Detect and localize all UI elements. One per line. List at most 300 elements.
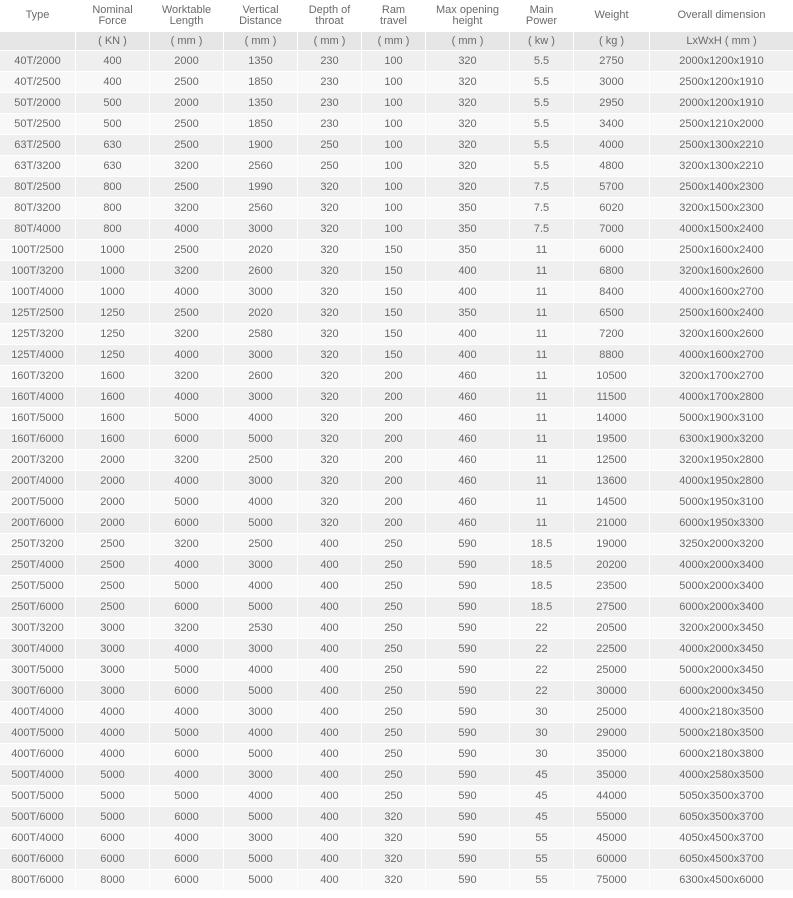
table-row	[0, 555, 793, 576]
cell-main-power: 45	[510, 807, 574, 828]
cell-main-power: 11	[510, 240, 574, 261]
cell-type: 100T/4000	[0, 282, 76, 303]
cell-vertical-distance: 3000	[224, 555, 298, 576]
cell-max-opening-height: 460	[426, 429, 510, 450]
cell-depth-of-throat: 320	[298, 282, 362, 303]
cell-overall-dimension: 2500x1400x2300	[650, 177, 793, 198]
cell-main-power: 22	[510, 660, 574, 681]
cell-type: 300T/4000	[0, 639, 76, 660]
cell-ram-travel: 320	[362, 870, 426, 890]
cell-depth-of-throat: 400	[298, 849, 362, 870]
cell-nominal-force: 1000	[76, 282, 150, 303]
cell-ram-travel: 250	[362, 576, 426, 597]
cell-depth-of-throat: 320	[298, 303, 362, 324]
cell-max-opening-height: 460	[426, 471, 510, 492]
cell-ram-travel: 320	[362, 828, 426, 849]
cell-vertical-distance: 3000	[224, 282, 298, 303]
cell-depth-of-throat: 400	[298, 723, 362, 744]
cell-main-power: 11	[510, 282, 574, 303]
cell-nominal-force: 500	[76, 114, 150, 135]
cell-main-power: 18.5	[510, 597, 574, 618]
unit-worktable-length: ( mm )	[150, 32, 224, 51]
table-row	[0, 660, 793, 681]
cell-max-opening-height: 460	[426, 492, 510, 513]
cell-vertical-distance: 2500	[224, 534, 298, 555]
cell-main-power: 7.5	[510, 219, 574, 240]
cell-overall-dimension: 4000x1600x2700	[650, 345, 793, 366]
cell-ram-travel: 150	[362, 324, 426, 345]
cell-type: 800T/6000	[0, 870, 76, 890]
cell-nominal-force: 2500	[76, 534, 150, 555]
cell-type: 400T/6000	[0, 744, 76, 765]
cell-vertical-distance: 5000	[224, 849, 298, 870]
cell-ram-travel: 250	[362, 639, 426, 660]
cell-overall-dimension: 4000x1950x2800	[650, 471, 793, 492]
cell-overall-dimension: 6050x4500x3700	[650, 849, 793, 870]
cell-type: 300T/6000	[0, 681, 76, 702]
col-header-type: Type	[0, 0, 76, 32]
cell-weight: 8400	[574, 282, 650, 303]
cell-worktable-length: 5000	[150, 660, 224, 681]
table-row	[0, 93, 793, 114]
cell-weight: 14500	[574, 492, 650, 513]
cell-overall-dimension: 5000x1950x3100	[650, 492, 793, 513]
cell-weight: 29000	[574, 723, 650, 744]
cell-type: 125T/2500	[0, 303, 76, 324]
cell-main-power: 5.5	[510, 135, 574, 156]
cell-ram-travel: 250	[362, 534, 426, 555]
cell-overall-dimension: 6000x2180x3800	[650, 744, 793, 765]
cell-depth-of-throat: 400	[298, 639, 362, 660]
table-row	[0, 72, 793, 93]
cell-max-opening-height: 590	[426, 555, 510, 576]
cell-nominal-force: 2000	[76, 492, 150, 513]
cell-overall-dimension: 5000x2180x3500	[650, 723, 793, 744]
cell-ram-travel: 100	[362, 114, 426, 135]
cell-type: 500T/5000	[0, 786, 76, 807]
cell-nominal-force: 800	[76, 177, 150, 198]
header-row	[0, 0, 793, 32]
cell-max-opening-height: 590	[426, 765, 510, 786]
col-header-nominal-force: Nominal Force	[76, 0, 150, 32]
cell-weight: 7000	[574, 219, 650, 240]
cell-nominal-force: 8000	[76, 870, 150, 890]
cell-max-opening-height: 320	[426, 135, 510, 156]
cell-vertical-distance: 1350	[224, 51, 298, 72]
cell-depth-of-throat: 400	[298, 597, 362, 618]
cell-main-power: 55	[510, 849, 574, 870]
col-header-main-power: Main Power	[510, 0, 574, 32]
cell-type: 200T/5000	[0, 492, 76, 513]
cell-nominal-force: 2500	[76, 576, 150, 597]
cell-worktable-length: 5000	[150, 408, 224, 429]
cell-overall-dimension: 6000x2000x3400	[650, 597, 793, 618]
table-row	[0, 198, 793, 219]
cell-main-power: 18.5	[510, 576, 574, 597]
cell-type: 125T/4000	[0, 345, 76, 366]
cell-weight: 25000	[574, 702, 650, 723]
table-row	[0, 618, 793, 639]
cell-overall-dimension: 6300x4500x6000	[650, 870, 793, 890]
cell-vertical-distance: 3000	[224, 345, 298, 366]
cell-vertical-distance: 3000	[224, 471, 298, 492]
cell-depth-of-throat: 320	[298, 198, 362, 219]
cell-nominal-force: 6000	[76, 849, 150, 870]
cell-ram-travel: 250	[362, 597, 426, 618]
cell-weight: 60000	[574, 849, 650, 870]
cell-ram-travel: 250	[362, 555, 426, 576]
cell-max-opening-height: 590	[426, 870, 510, 890]
cell-ram-travel: 100	[362, 219, 426, 240]
cell-max-opening-height: 320	[426, 114, 510, 135]
cell-vertical-distance: 1900	[224, 135, 298, 156]
cell-max-opening-height: 460	[426, 408, 510, 429]
cell-depth-of-throat: 320	[298, 366, 362, 387]
cell-main-power: 7.5	[510, 177, 574, 198]
cell-nominal-force: 4000	[76, 702, 150, 723]
cell-weight: 30000	[574, 681, 650, 702]
cell-depth-of-throat: 230	[298, 72, 362, 93]
cell-weight: 55000	[574, 807, 650, 828]
cell-type: 300T/3200	[0, 618, 76, 639]
cell-nominal-force: 1250	[76, 324, 150, 345]
cell-vertical-distance: 2580	[224, 324, 298, 345]
cell-overall-dimension: 4050x4500x3700	[650, 828, 793, 849]
cell-worktable-length: 4000	[150, 471, 224, 492]
table-row	[0, 177, 793, 198]
cell-main-power: 11	[510, 429, 574, 450]
cell-depth-of-throat: 320	[298, 471, 362, 492]
unit-type	[0, 32, 76, 51]
cell-worktable-length: 5000	[150, 723, 224, 744]
cell-weight: 22500	[574, 639, 650, 660]
cell-main-power: 5.5	[510, 51, 574, 72]
cell-main-power: 11	[510, 387, 574, 408]
cell-type: 500T/4000	[0, 765, 76, 786]
cell-depth-of-throat: 400	[298, 660, 362, 681]
cell-weight: 7200	[574, 324, 650, 345]
unit-weight: ( kg )	[574, 32, 650, 51]
cell-depth-of-throat: 230	[298, 51, 362, 72]
cell-depth-of-throat: 400	[298, 765, 362, 786]
cell-vertical-distance: 5000	[224, 429, 298, 450]
cell-ram-travel: 200	[362, 471, 426, 492]
unit-main-power: ( kw )	[510, 32, 574, 51]
unit-vertical-distance: ( mm )	[224, 32, 298, 51]
table-row	[0, 303, 793, 324]
cell-nominal-force: 1600	[76, 429, 150, 450]
cell-nominal-force: 6000	[76, 828, 150, 849]
cell-type: 63T/2500	[0, 135, 76, 156]
unit-overall-dimension: LxWxH ( mm )	[650, 32, 793, 51]
cell-weight: 5700	[574, 177, 650, 198]
cell-main-power: 30	[510, 702, 574, 723]
table-row	[0, 366, 793, 387]
cell-type: 160T/5000	[0, 408, 76, 429]
cell-type: 250T/6000	[0, 597, 76, 618]
table-row	[0, 324, 793, 345]
table-row	[0, 261, 793, 282]
cell-overall-dimension: 5000x1900x3100	[650, 408, 793, 429]
cell-worktable-length: 2500	[150, 240, 224, 261]
cell-vertical-distance: 2500	[224, 450, 298, 471]
cell-nominal-force: 800	[76, 198, 150, 219]
cell-main-power: 11	[510, 366, 574, 387]
cell-main-power: 11	[510, 261, 574, 282]
unit-max-opening-height: ( mm )	[426, 32, 510, 51]
table-row	[0, 702, 793, 723]
cell-ram-travel: 250	[362, 786, 426, 807]
cell-nominal-force: 3000	[76, 618, 150, 639]
cell-ram-travel: 200	[362, 450, 426, 471]
cell-nominal-force: 630	[76, 156, 150, 177]
table-row	[0, 513, 793, 534]
cell-nominal-force: 1600	[76, 366, 150, 387]
cell-type: 63T/3200	[0, 156, 76, 177]
cell-vertical-distance: 5000	[224, 870, 298, 890]
cell-vertical-distance: 2020	[224, 303, 298, 324]
cell-ram-travel: 200	[362, 492, 426, 513]
cell-depth-of-throat: 320	[298, 345, 362, 366]
cell-worktable-length: 3200	[150, 366, 224, 387]
table-row	[0, 765, 793, 786]
table-row	[0, 534, 793, 555]
cell-worktable-length: 3200	[150, 198, 224, 219]
cell-overall-dimension: 3200x1600x2600	[650, 324, 793, 345]
cell-worktable-length: 3200	[150, 534, 224, 555]
cell-worktable-length: 2500	[150, 114, 224, 135]
cell-nominal-force: 1600	[76, 408, 150, 429]
cell-max-opening-height: 590	[426, 576, 510, 597]
table-row	[0, 828, 793, 849]
units-row	[0, 32, 793, 51]
cell-nominal-force: 5000	[76, 786, 150, 807]
cell-vertical-distance: 4000	[224, 492, 298, 513]
cell-worktable-length: 6000	[150, 429, 224, 450]
col-header-overall-dimension: Overall dimension	[650, 0, 793, 32]
cell-vertical-distance: 1850	[224, 72, 298, 93]
cell-worktable-length: 6000	[150, 807, 224, 828]
table-row	[0, 786, 793, 807]
cell-worktable-length: 6000	[150, 870, 224, 890]
cell-vertical-distance: 3000	[224, 828, 298, 849]
cell-ram-travel: 100	[362, 156, 426, 177]
cell-vertical-distance: 3000	[224, 219, 298, 240]
cell-weight: 35000	[574, 765, 650, 786]
cell-worktable-length: 5000	[150, 576, 224, 597]
cell-nominal-force: 5000	[76, 807, 150, 828]
table-row	[0, 114, 793, 135]
cell-nominal-force: 400	[76, 51, 150, 72]
cell-overall-dimension: 2500x1210x2000	[650, 114, 793, 135]
cell-type: 400T/5000	[0, 723, 76, 744]
cell-type: 50T/2000	[0, 93, 76, 114]
cell-ram-travel: 100	[362, 198, 426, 219]
cell-max-opening-height: 590	[426, 786, 510, 807]
col-header-worktable-length: Worktable Length	[150, 0, 224, 32]
cell-weight: 14000	[574, 408, 650, 429]
cell-vertical-distance: 5000	[224, 597, 298, 618]
cell-max-opening-height: 400	[426, 345, 510, 366]
cell-max-opening-height: 590	[426, 618, 510, 639]
cell-weight: 8800	[574, 345, 650, 366]
cell-weight: 23500	[574, 576, 650, 597]
cell-ram-travel: 200	[362, 387, 426, 408]
cell-main-power: 5.5	[510, 114, 574, 135]
col-header-max-opening-height: Max opening height	[426, 0, 510, 32]
cell-max-opening-height: 320	[426, 51, 510, 72]
cell-type: 200T/4000	[0, 471, 76, 492]
cell-weight: 35000	[574, 744, 650, 765]
cell-nominal-force: 2500	[76, 555, 150, 576]
cell-worktable-length: 6000	[150, 597, 224, 618]
cell-ram-travel: 250	[362, 744, 426, 765]
cell-nominal-force: 2000	[76, 471, 150, 492]
cell-depth-of-throat: 320	[298, 408, 362, 429]
cell-overall-dimension: 4000x1500x2400	[650, 219, 793, 240]
cell-vertical-distance: 5000	[224, 807, 298, 828]
cell-depth-of-throat: 400	[298, 576, 362, 597]
cell-overall-dimension: 4000x1700x2800	[650, 387, 793, 408]
cell-depth-of-throat: 400	[298, 681, 362, 702]
cell-vertical-distance: 4000	[224, 723, 298, 744]
unit-depth-of-throat: ( mm )	[298, 32, 362, 51]
cell-overall-dimension: 3200x2000x3450	[650, 618, 793, 639]
cell-overall-dimension: 3200x1700x2700	[650, 366, 793, 387]
cell-depth-of-throat: 400	[298, 807, 362, 828]
cell-main-power: 22	[510, 681, 574, 702]
cell-nominal-force: 1000	[76, 240, 150, 261]
cell-main-power: 11	[510, 324, 574, 345]
cell-worktable-length: 5000	[150, 492, 224, 513]
cell-main-power: 11	[510, 345, 574, 366]
cell-type: 250T/3200	[0, 534, 76, 555]
cell-weight: 3000	[574, 72, 650, 93]
table-row	[0, 639, 793, 660]
cell-depth-of-throat: 400	[298, 744, 362, 765]
cell-max-opening-height: 590	[426, 660, 510, 681]
cell-type: 40T/2000	[0, 51, 76, 72]
cell-nominal-force: 1250	[76, 345, 150, 366]
table-row	[0, 870, 793, 890]
table-row	[0, 240, 793, 261]
cell-depth-of-throat: 250	[298, 156, 362, 177]
cell-type: 125T/3200	[0, 324, 76, 345]
cell-weight: 4000	[574, 135, 650, 156]
cell-max-opening-height: 590	[426, 723, 510, 744]
cell-type: 600T/6000	[0, 849, 76, 870]
cell-weight: 3400	[574, 114, 650, 135]
cell-main-power: 18.5	[510, 534, 574, 555]
table-row	[0, 576, 793, 597]
cell-main-power: 30	[510, 744, 574, 765]
cell-depth-of-throat: 320	[298, 513, 362, 534]
cell-main-power: 55	[510, 870, 574, 890]
cell-vertical-distance: 1350	[224, 93, 298, 114]
cell-worktable-length: 2500	[150, 303, 224, 324]
cell-worktable-length: 2500	[150, 72, 224, 93]
cell-type: 100T/3200	[0, 261, 76, 282]
cell-ram-travel: 150	[362, 345, 426, 366]
cell-vertical-distance: 2560	[224, 156, 298, 177]
cell-worktable-length: 3200	[150, 261, 224, 282]
cell-weight: 6800	[574, 261, 650, 282]
cell-main-power: 11	[510, 450, 574, 471]
cell-overall-dimension: 4000x1600x2700	[650, 282, 793, 303]
cell-max-opening-height: 460	[426, 366, 510, 387]
cell-overall-dimension: 3200x1300x2210	[650, 156, 793, 177]
cell-nominal-force: 2000	[76, 450, 150, 471]
cell-worktable-length: 4000	[150, 345, 224, 366]
cell-type: 300T/5000	[0, 660, 76, 681]
cell-ram-travel: 250	[362, 618, 426, 639]
cell-overall-dimension: 6000x2000x3450	[650, 681, 793, 702]
cell-worktable-length: 3200	[150, 450, 224, 471]
cell-nominal-force: 5000	[76, 765, 150, 786]
cell-max-opening-height: 320	[426, 72, 510, 93]
cell-weight: 6020	[574, 198, 650, 219]
cell-overall-dimension: 6050x3500x3700	[650, 807, 793, 828]
cell-ram-travel: 250	[362, 681, 426, 702]
cell-type: 500T/6000	[0, 807, 76, 828]
table-row	[0, 429, 793, 450]
cell-worktable-length: 4000	[150, 828, 224, 849]
cell-type: 160T/4000	[0, 387, 76, 408]
cell-weight: 75000	[574, 870, 650, 890]
cell-worktable-length: 2000	[150, 51, 224, 72]
cell-main-power: 11	[510, 513, 574, 534]
cell-ram-travel: 200	[362, 429, 426, 450]
cell-max-opening-height: 350	[426, 303, 510, 324]
cell-overall-dimension: 2000x1200x1910	[650, 51, 793, 72]
cell-ram-travel: 250	[362, 660, 426, 681]
cell-ram-travel: 200	[362, 513, 426, 534]
unit-ram-travel: ( mm )	[362, 32, 426, 51]
cell-vertical-distance: 2600	[224, 366, 298, 387]
col-header-depth-of-throat: Depth of throat	[298, 0, 362, 32]
table-row	[0, 156, 793, 177]
cell-vertical-distance: 4000	[224, 660, 298, 681]
cell-ram-travel: 100	[362, 72, 426, 93]
cell-ram-travel: 150	[362, 261, 426, 282]
cell-nominal-force: 1000	[76, 261, 150, 282]
cell-weight: 25000	[574, 660, 650, 681]
cell-depth-of-throat: 400	[298, 828, 362, 849]
cell-ram-travel: 100	[362, 51, 426, 72]
cell-weight: 21000	[574, 513, 650, 534]
table-row	[0, 849, 793, 870]
cell-main-power: 11	[510, 492, 574, 513]
cell-ram-travel: 250	[362, 723, 426, 744]
cell-nominal-force: 4000	[76, 723, 150, 744]
cell-depth-of-throat: 320	[298, 387, 362, 408]
cell-main-power: 7.5	[510, 198, 574, 219]
cell-nominal-force: 800	[76, 219, 150, 240]
cell-vertical-distance: 1850	[224, 114, 298, 135]
cell-depth-of-throat: 400	[298, 702, 362, 723]
col-header-vertical-distance: Vertical Distance	[224, 0, 298, 32]
cell-main-power: 55	[510, 828, 574, 849]
cell-depth-of-throat: 230	[298, 114, 362, 135]
cell-worktable-length: 4000	[150, 702, 224, 723]
cell-ram-travel: 100	[362, 135, 426, 156]
cell-overall-dimension: 5050x3500x3700	[650, 786, 793, 807]
cell-overall-dimension: 5000x2000x3450	[650, 660, 793, 681]
cell-depth-of-throat: 320	[298, 261, 362, 282]
cell-nominal-force: 400	[76, 72, 150, 93]
table-row	[0, 744, 793, 765]
cell-main-power: 45	[510, 765, 574, 786]
